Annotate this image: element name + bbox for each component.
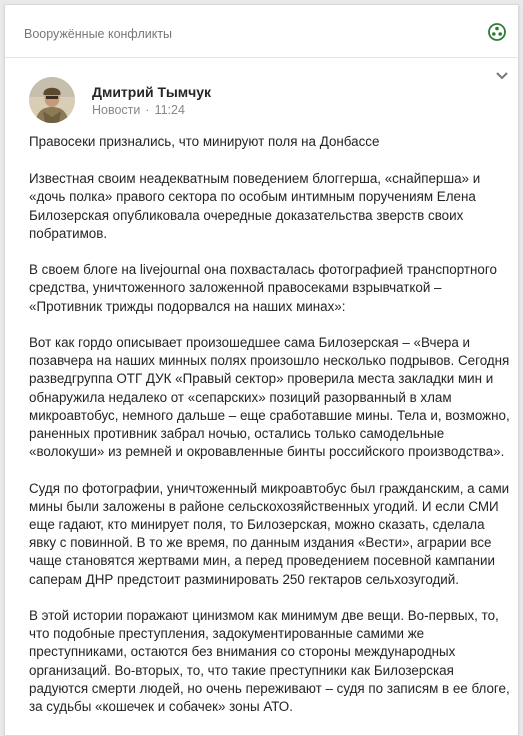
author-avatar[interactable] bbox=[29, 77, 75, 123]
post-paragraph: Судя по фотографии, уничтоженный микроавтобус был гражданским, а сами мины были заложены в районе сельскохозяйственных угодий. И если СМИ еще гадают, кто минирует поля, то Билозерская, можно сказать, сделала явку с повинной. В то же время, по данным издания «Вести», аграрии все чаще становятся жертвами мин, а перед проведением посевной кампании саперам ДНР предстоит разминировать 250 гектаров сельхозугодий. bbox=[29, 480, 510, 587]
avatar-photo bbox=[29, 77, 75, 123]
community-title[interactable]: Вооружённые конфликты bbox=[24, 27, 173, 41]
author-name[interactable]: Дмитрий Тымчук bbox=[92, 84, 212, 100]
post-paragraph: Вот как гордо описывает произошедшее сама Билозерская – «Вчера и позавчера на наших минных полях произошло несколько подрывов. Сегодня разведгруппа ОТГ ДУК «Правый сектор» проверила места закладки мин и обнаружила недалеко от «сепарских» позиций разорванный в хлам микроавтобус, немного дальше – еще сработавшие мины. Тела и, возможно, раненных противник забрал ночью, остались только самодельные «волокуши» из ремней и окровавленные бинты российского производства». bbox=[29, 335, 510, 460]
post-paragraph: В своем блоге на livejournal она похвасталась фотографией транспортного средства, уничтоженного заложенной правосеками взрывчаткой – «Противник трижды подорвался на наших минах»: bbox=[29, 262, 497, 314]
post-category[interactable]: Новости bbox=[92, 103, 141, 117]
post-paragraph: Известная своим неадекватным поведением блоггерша, «снайперша» и «дочь полка» правого сектора по особым интимным поручениям Елена Билозерская опубликовала очередные доказательства зверств своих побратимов. bbox=[29, 171, 481, 241]
post-header bbox=[5, 58, 518, 128]
chevron-down-icon[interactable] bbox=[494, 70, 510, 82]
post-headline: Правосеки признались, что минируют поля на Донбассе bbox=[29, 134, 380, 149]
post-body bbox=[29, 133, 511, 734]
meta-separator: · bbox=[145, 103, 150, 117]
post-paragraph: В этой истории поражают цинизмом как минимум две вещи. Во-первых, то, что подобные преступления, задокументированные самими же преступниками, остаются без внимания со стороны международных организаций. Во-вторых, то, что такие преступники как Билозерская радуются смерти людей, но очень переживают – судя по записям в ее блоге, за судьбы «кошечек и собачек» зоны АТО. bbox=[29, 608, 510, 715]
community-circles-icon[interactable] bbox=[488, 23, 506, 41]
post-time[interactable]: 11:24 bbox=[154, 103, 185, 117]
community-header bbox=[5, 5, 518, 58]
post-card bbox=[4, 4, 519, 736]
post-meta bbox=[92, 103, 185, 117]
